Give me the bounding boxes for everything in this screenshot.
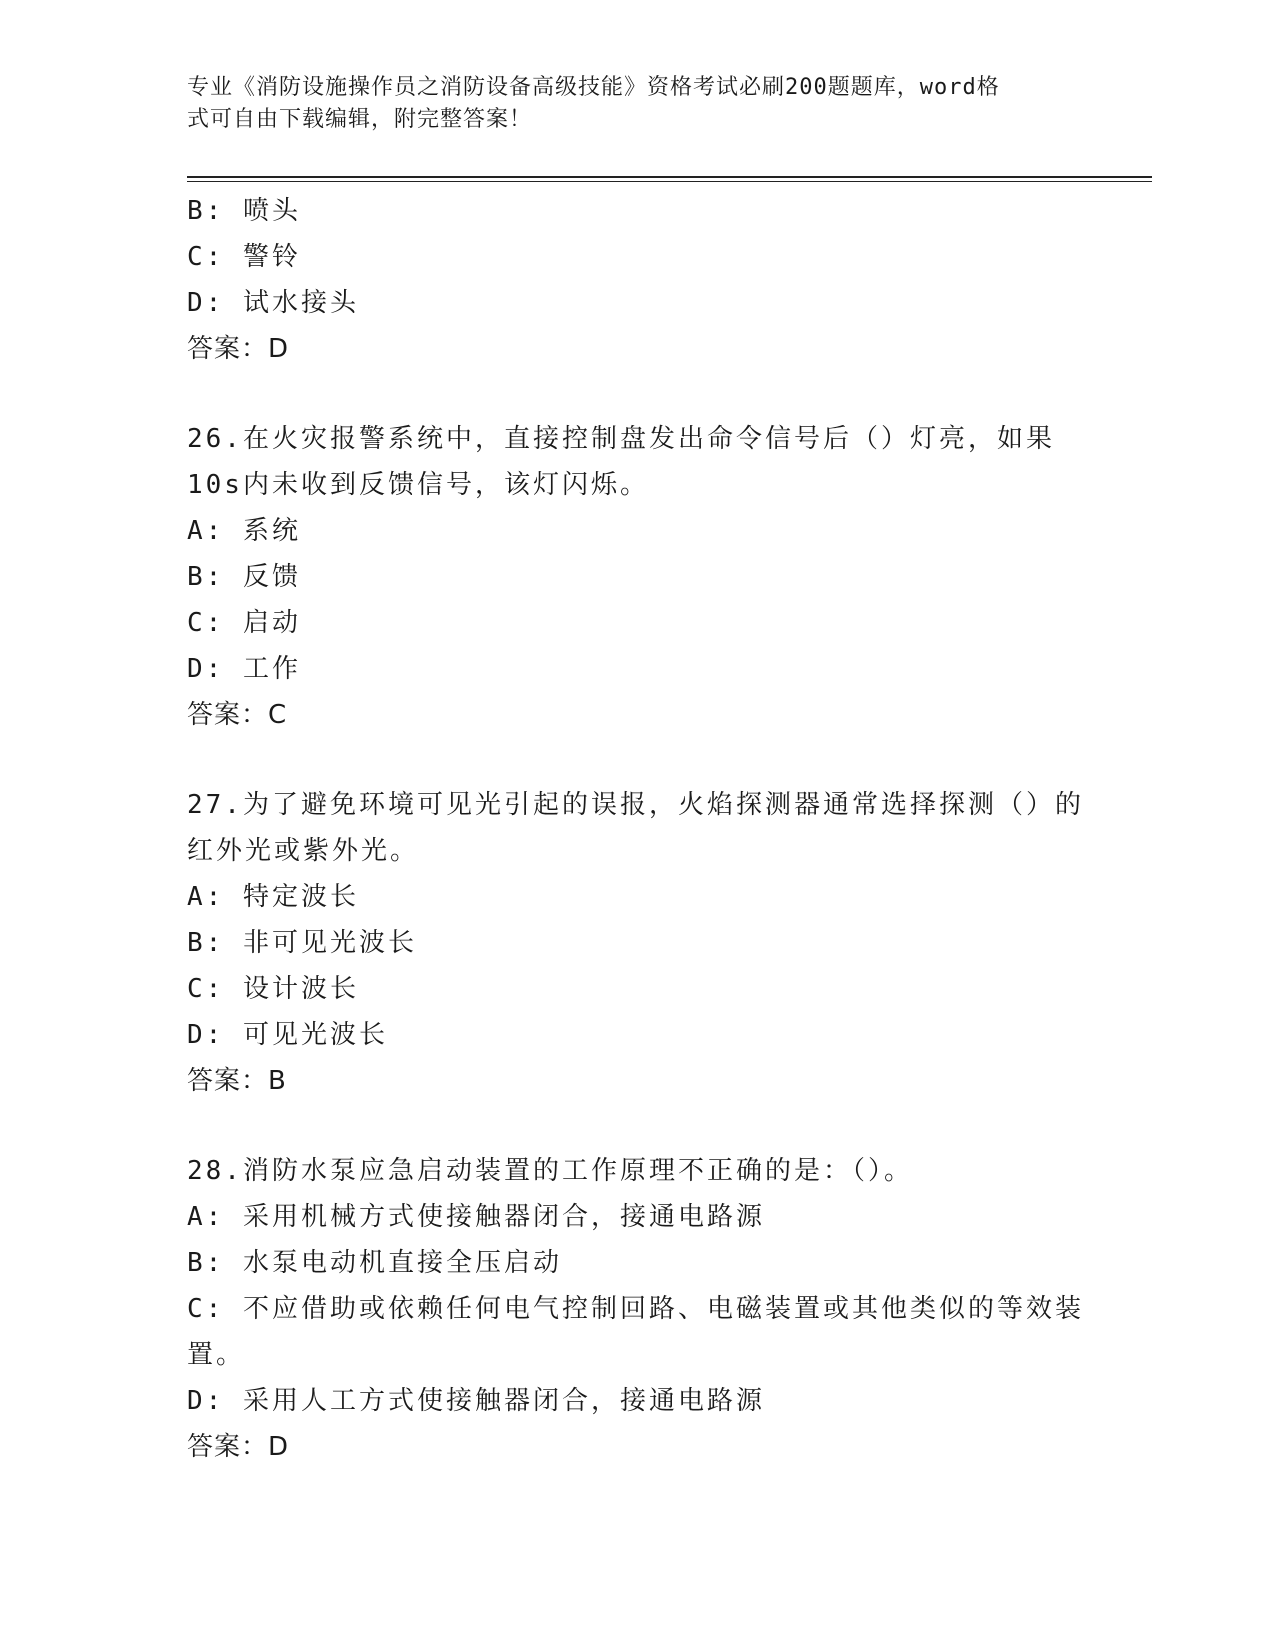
- question-stem-line: 26.在火灾报警系统中，直接控制盘发出命令信号后（）灯亮，如果: [187, 424, 1055, 454]
- answer-line: 答案：D: [187, 334, 290, 364]
- question-stem-line: 红外光或紫外光。: [187, 836, 420, 866]
- question-stem-line: 28.消防水泵应急启动装置的工作原理不正确的是：（）。: [187, 1156, 913, 1186]
- spacer: [187, 1104, 1087, 1148]
- option-a: A: 特定波长: [187, 882, 359, 912]
- prev-question: [187, 188, 1087, 372]
- answer-line: 答案：D: [187, 1432, 290, 1462]
- option-d: D: 工作: [187, 654, 301, 684]
- question-26: [187, 416, 1087, 738]
- option-a: A: 系统: [187, 516, 301, 546]
- header-divider: [187, 176, 1152, 182]
- option-b: B: 非可见光波长: [187, 928, 417, 958]
- question-27: [187, 782, 1087, 1104]
- document-header: [187, 72, 1067, 136]
- question-28: [187, 1148, 1087, 1470]
- option-c: C: 警铃: [187, 242, 301, 272]
- option-b: B: 水泵电动机直接全压启动: [187, 1248, 562, 1278]
- question-content: [187, 188, 1087, 1470]
- spacer: [187, 738, 1087, 782]
- option-b: B: 反馈: [187, 562, 301, 592]
- answer-line: 答案：B: [187, 1066, 287, 1096]
- option-d: D: 可见光波长: [187, 1020, 388, 1050]
- spacer: [187, 372, 1087, 416]
- question-stem-line: 27.为了避免环境可见光引起的误报，火焰探测器通常选择探测（）的: [187, 790, 1084, 820]
- answer-line: 答案：C: [187, 700, 288, 730]
- option-d: D: 试水接头: [187, 288, 359, 318]
- option-c: C: 启动: [187, 608, 301, 638]
- option-c: C: 不应借助或依赖任何电气控制回路、电磁装置或其他类似的等效装: [187, 1294, 1084, 1324]
- option-c-continuation: 置。: [187, 1340, 246, 1370]
- option-c: C: 设计波长: [187, 974, 359, 1004]
- header-line-2: 式可自由下载编辑，附完整答案！: [187, 107, 533, 132]
- option-d: D: 采用人工方式使接触器闭合，接通电路源: [187, 1386, 765, 1416]
- option-a: A: 采用机械方式使接触器闭合，接通电路源: [187, 1202, 765, 1232]
- header-line-1: 专业《消防设施操作员之消防设备高级技能》资格考试必刷200题题库，word格: [187, 75, 1000, 100]
- option-b: B: 喷头: [187, 196, 301, 226]
- question-stem-line: 10s内未收到反馈信号，该灯闪烁。: [187, 470, 649, 500]
